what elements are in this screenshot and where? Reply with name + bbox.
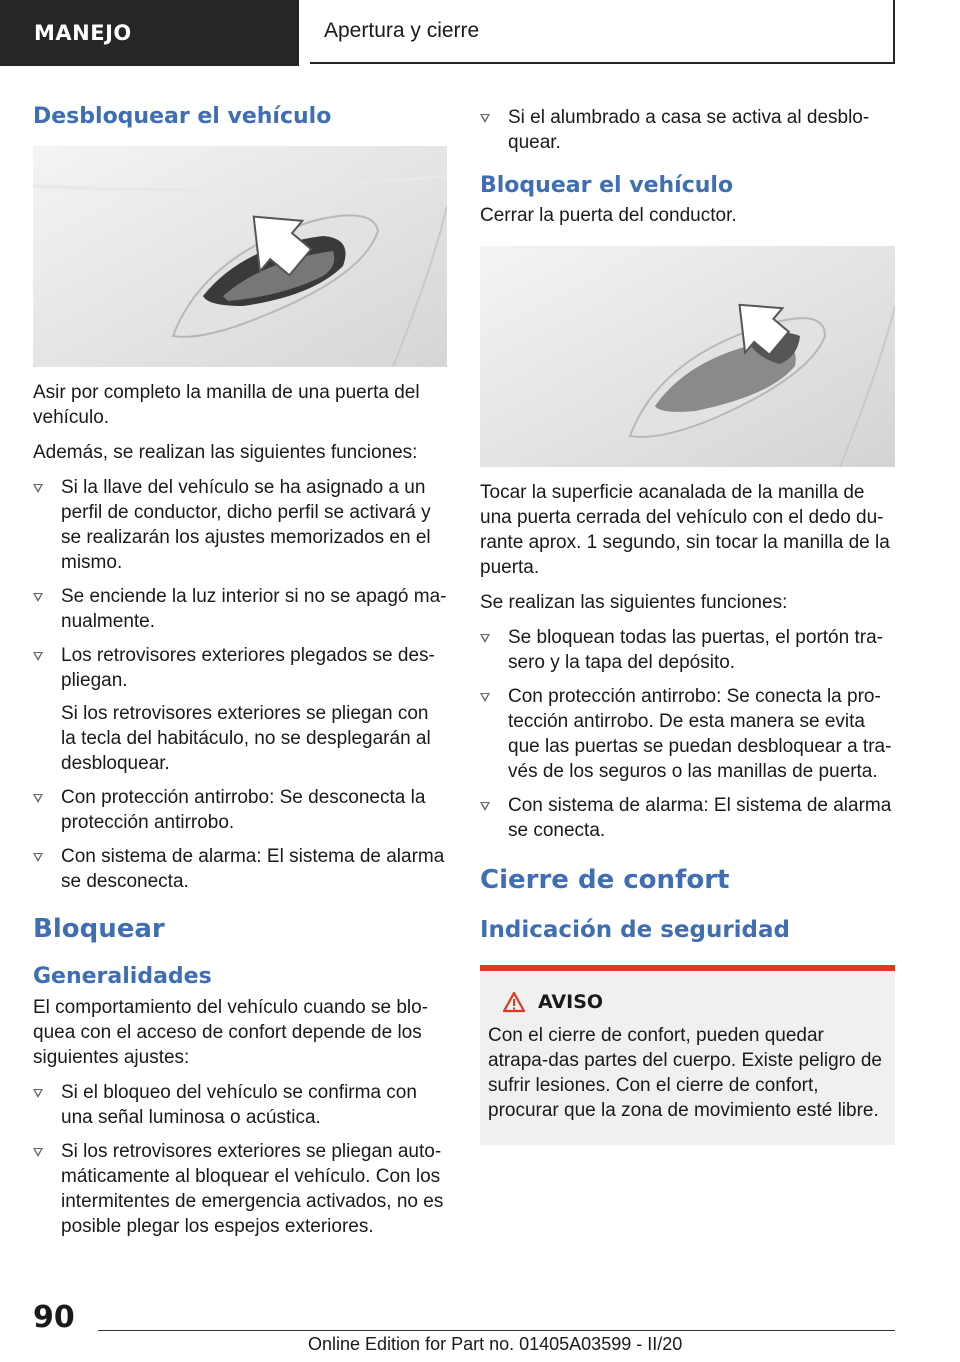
triangle-bullet-icon: [480, 114, 490, 123]
right-column: [480, 96, 895, 1145]
top-list: [480, 105, 895, 155]
list-item: Si los retrovisores exteriores se pliegan auto‐máticamente al bloquear el vehículo. Con los intermitentes de emergencia activados, no es posible plegar los espejos exteriores.: [33, 1139, 447, 1239]
triangle-bullet-icon: [33, 652, 43, 661]
left-column: [33, 96, 447, 1248]
section-label: MANEJO: [0, 0, 299, 66]
footer-edition: Online Edition for Part no. 01405A03599 - II/20: [308, 1334, 683, 1354]
list-item: Se enciende la luz interior si no se apagó ma‐nualmente.: [33, 584, 447, 634]
list-item: Si la llave del vehículo se ha asignado a un perfil de conductor, dicho perfil se activará y se realizarán los ajustes memorizados en el mismo.: [33, 475, 447, 575]
triangle-bullet-icon: [480, 802, 490, 811]
list-item: Si el bloqueo del vehículo se confirma con una señal luminosa o acústica.: [33, 1080, 447, 1130]
triangle-bullet-icon: [33, 794, 43, 803]
door-handle-lock-image: [480, 246, 895, 467]
triangle-bullet-icon: [480, 693, 490, 702]
heading-lock-vehicle: Bloquear el vehículo: [480, 173, 734, 198]
footer-divider: [98, 1330, 895, 1331]
door-handle-unlock-image: [33, 146, 447, 367]
touch-text: Tocar la superficie acanalada de la manilla de una puerta cerrada del vehículo con el dedo du‐rante aprox. 1 segundo, sin tocar la manilla de la puerta.: [480, 482, 890, 578]
triangle-bullet-icon: [33, 484, 43, 493]
general-text: El comportamiento del vehículo cuando se blo‐quea con el acceso de confort depende de los siguientes ajustes:: [33, 997, 429, 1068]
close-door-text: Cerrar la puerta del conductor.: [480, 205, 737, 226]
general-list: [33, 1080, 447, 1239]
mirror-note: Si los retrovisores exteriores se pliegan con la tecla del habitáculo, no se desplegarán al desbloquear.: [61, 703, 431, 774]
heading-safety: Indicación de seguridad: [480, 917, 791, 943]
functions-intro: Se realizan las siguientes funciones:: [480, 592, 788, 613]
warning-title: [502, 991, 887, 1013]
unlock-function-list: [33, 475, 447, 894]
heading-general: Generalidades: [33, 964, 212, 989]
heading-unlock: Desbloquear el vehículo: [33, 104, 332, 129]
warning-label: AVISO: [538, 991, 604, 1013]
page-header: [0, 0, 960, 66]
triangle-bullet-icon: [33, 1148, 43, 1157]
page-number: 90: [33, 1300, 75, 1335]
list-item: Con protección antirrobo: Se desconecta la protección antirrobo.: [33, 785, 447, 835]
triangle-bullet-icon: [480, 634, 490, 643]
list-item: Con sistema de alarma: El sistema de alarma se desconecta.: [33, 844, 447, 894]
heading-lock: Bloquear: [33, 914, 165, 944]
triangle-bullet-icon: [33, 853, 43, 862]
lock-function-list: [480, 625, 895, 843]
list-item: Si el alumbrado a casa se activa al desblo‐quear.: [480, 105, 895, 155]
list-item: Con protección antirrobo: Se conecta la pro‐tección antirrobo. De esta manera se evita que las puertas se puedan desbloquear a tra‐vés de los seguros o las manillas de puerta.: [480, 684, 895, 784]
warning-triangle-icon: [502, 991, 526, 1013]
list-item: Se bloquean todas las puertas, el portón tra‐sero y la tapa del depósito.: [480, 625, 895, 675]
triangle-bullet-icon: [33, 593, 43, 602]
heading-comfort-close: Cierre de confort: [480, 865, 730, 895]
unlock-functions-intro: Además, se realizan las siguientes funciones:: [33, 442, 418, 463]
triangle-bullet-icon: [33, 1089, 43, 1098]
list-item: Los retrovisores exteriores plegados se des‐pliegan. Si los retrovisores exteriores se pliegan con la tecla del habitáculo, no se desplegarán al desbloquear.: [33, 643, 447, 776]
chapter-title: Apertura y cierre: [310, 0, 895, 64]
list-item: Con sistema de alarma: El sistema de alarma se conecta.: [480, 793, 895, 843]
unlock-intro: Asir por completo la manilla de una puerta del vehículo.: [33, 382, 420, 428]
warning-text: Con el cierre de confort, pueden quedar atrapa‐das partes del cuerpo. Existe peligro de sufrir lesiones. Con el cierre de confort, procurar que la zona de movimiento esté libre.: [488, 1025, 882, 1121]
warning-box: [480, 965, 895, 1145]
